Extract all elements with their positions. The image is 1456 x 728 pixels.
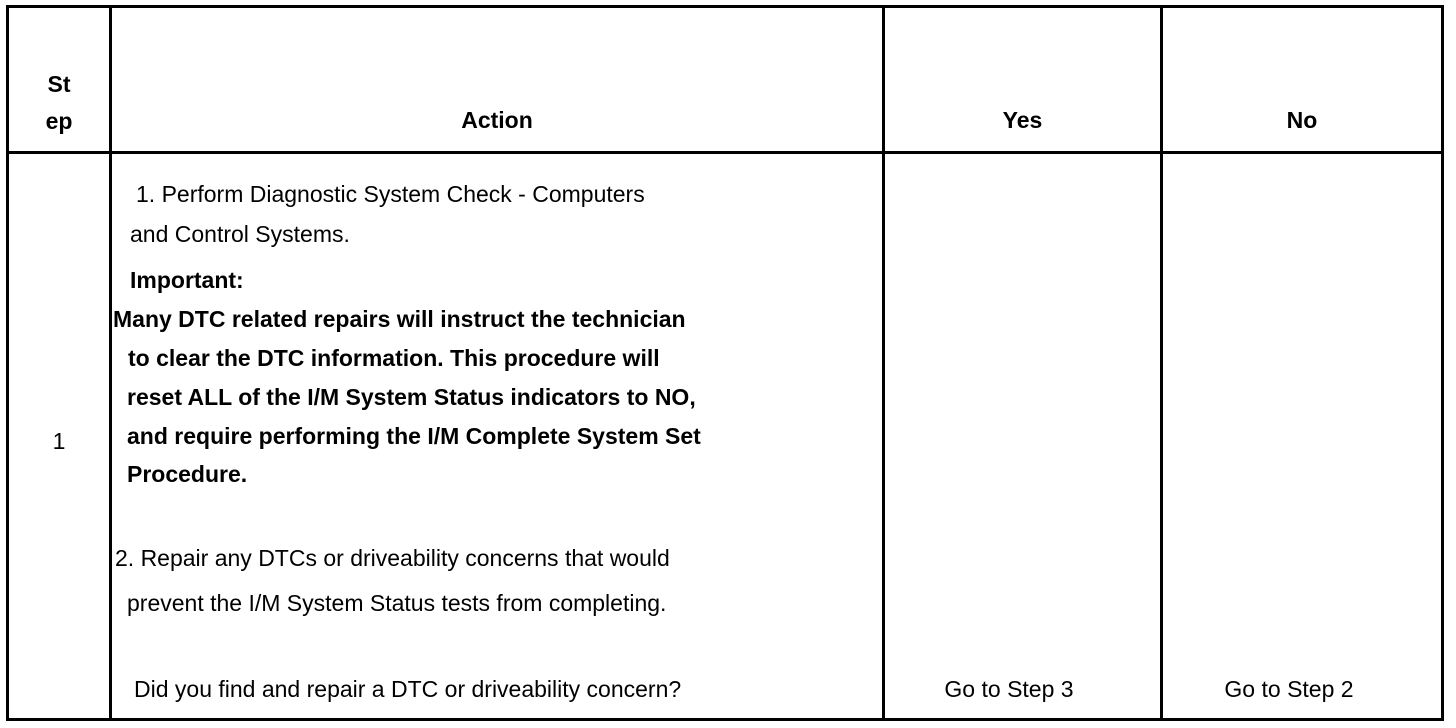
header-step-line2: ep: [45, 108, 73, 134]
question-text: Did you find and repair a DTC or driveability concern?: [134, 676, 682, 702]
important-line2: to clear the DTC information. This procedure will: [128, 345, 660, 371]
header-step-line1: St: [47, 71, 71, 97]
header-step: [9, 66, 109, 140]
important-line4: and require performing the I/M Complete System Set: [127, 423, 701, 449]
yes-cell: [885, 154, 1160, 718]
header-yes: Yes: [1002, 107, 1043, 133]
header-action: Action: [461, 107, 533, 133]
item1-line2: and Control Systems.: [130, 221, 350, 247]
important-line1: Many DTC related repairs will instruct the technician: [113, 306, 686, 332]
yes-result: Go to Step 3: [944, 676, 1074, 702]
important-label: Important:: [130, 267, 244, 293]
action-cell: [112, 154, 882, 718]
important-line3: reset ALL of the I/M System Status indicators to NO,: [127, 384, 696, 410]
diagnostic-table: [6, 5, 1444, 721]
important-line5: Procedure.: [127, 461, 248, 487]
item2-line2: prevent the I/M System Status tests from completing.: [127, 590, 667, 616]
item1-line1: 1. Perform Diagnostic System Check - Computers: [136, 181, 645, 207]
no-result: Go to Step 2: [1224, 676, 1354, 702]
item2-line1: 2. Repair any DTCs or driveability concerns that would: [115, 545, 670, 571]
no-cell: [1163, 154, 1441, 718]
step-number: 1: [52, 428, 66, 454]
header-no: No: [1286, 107, 1318, 133]
